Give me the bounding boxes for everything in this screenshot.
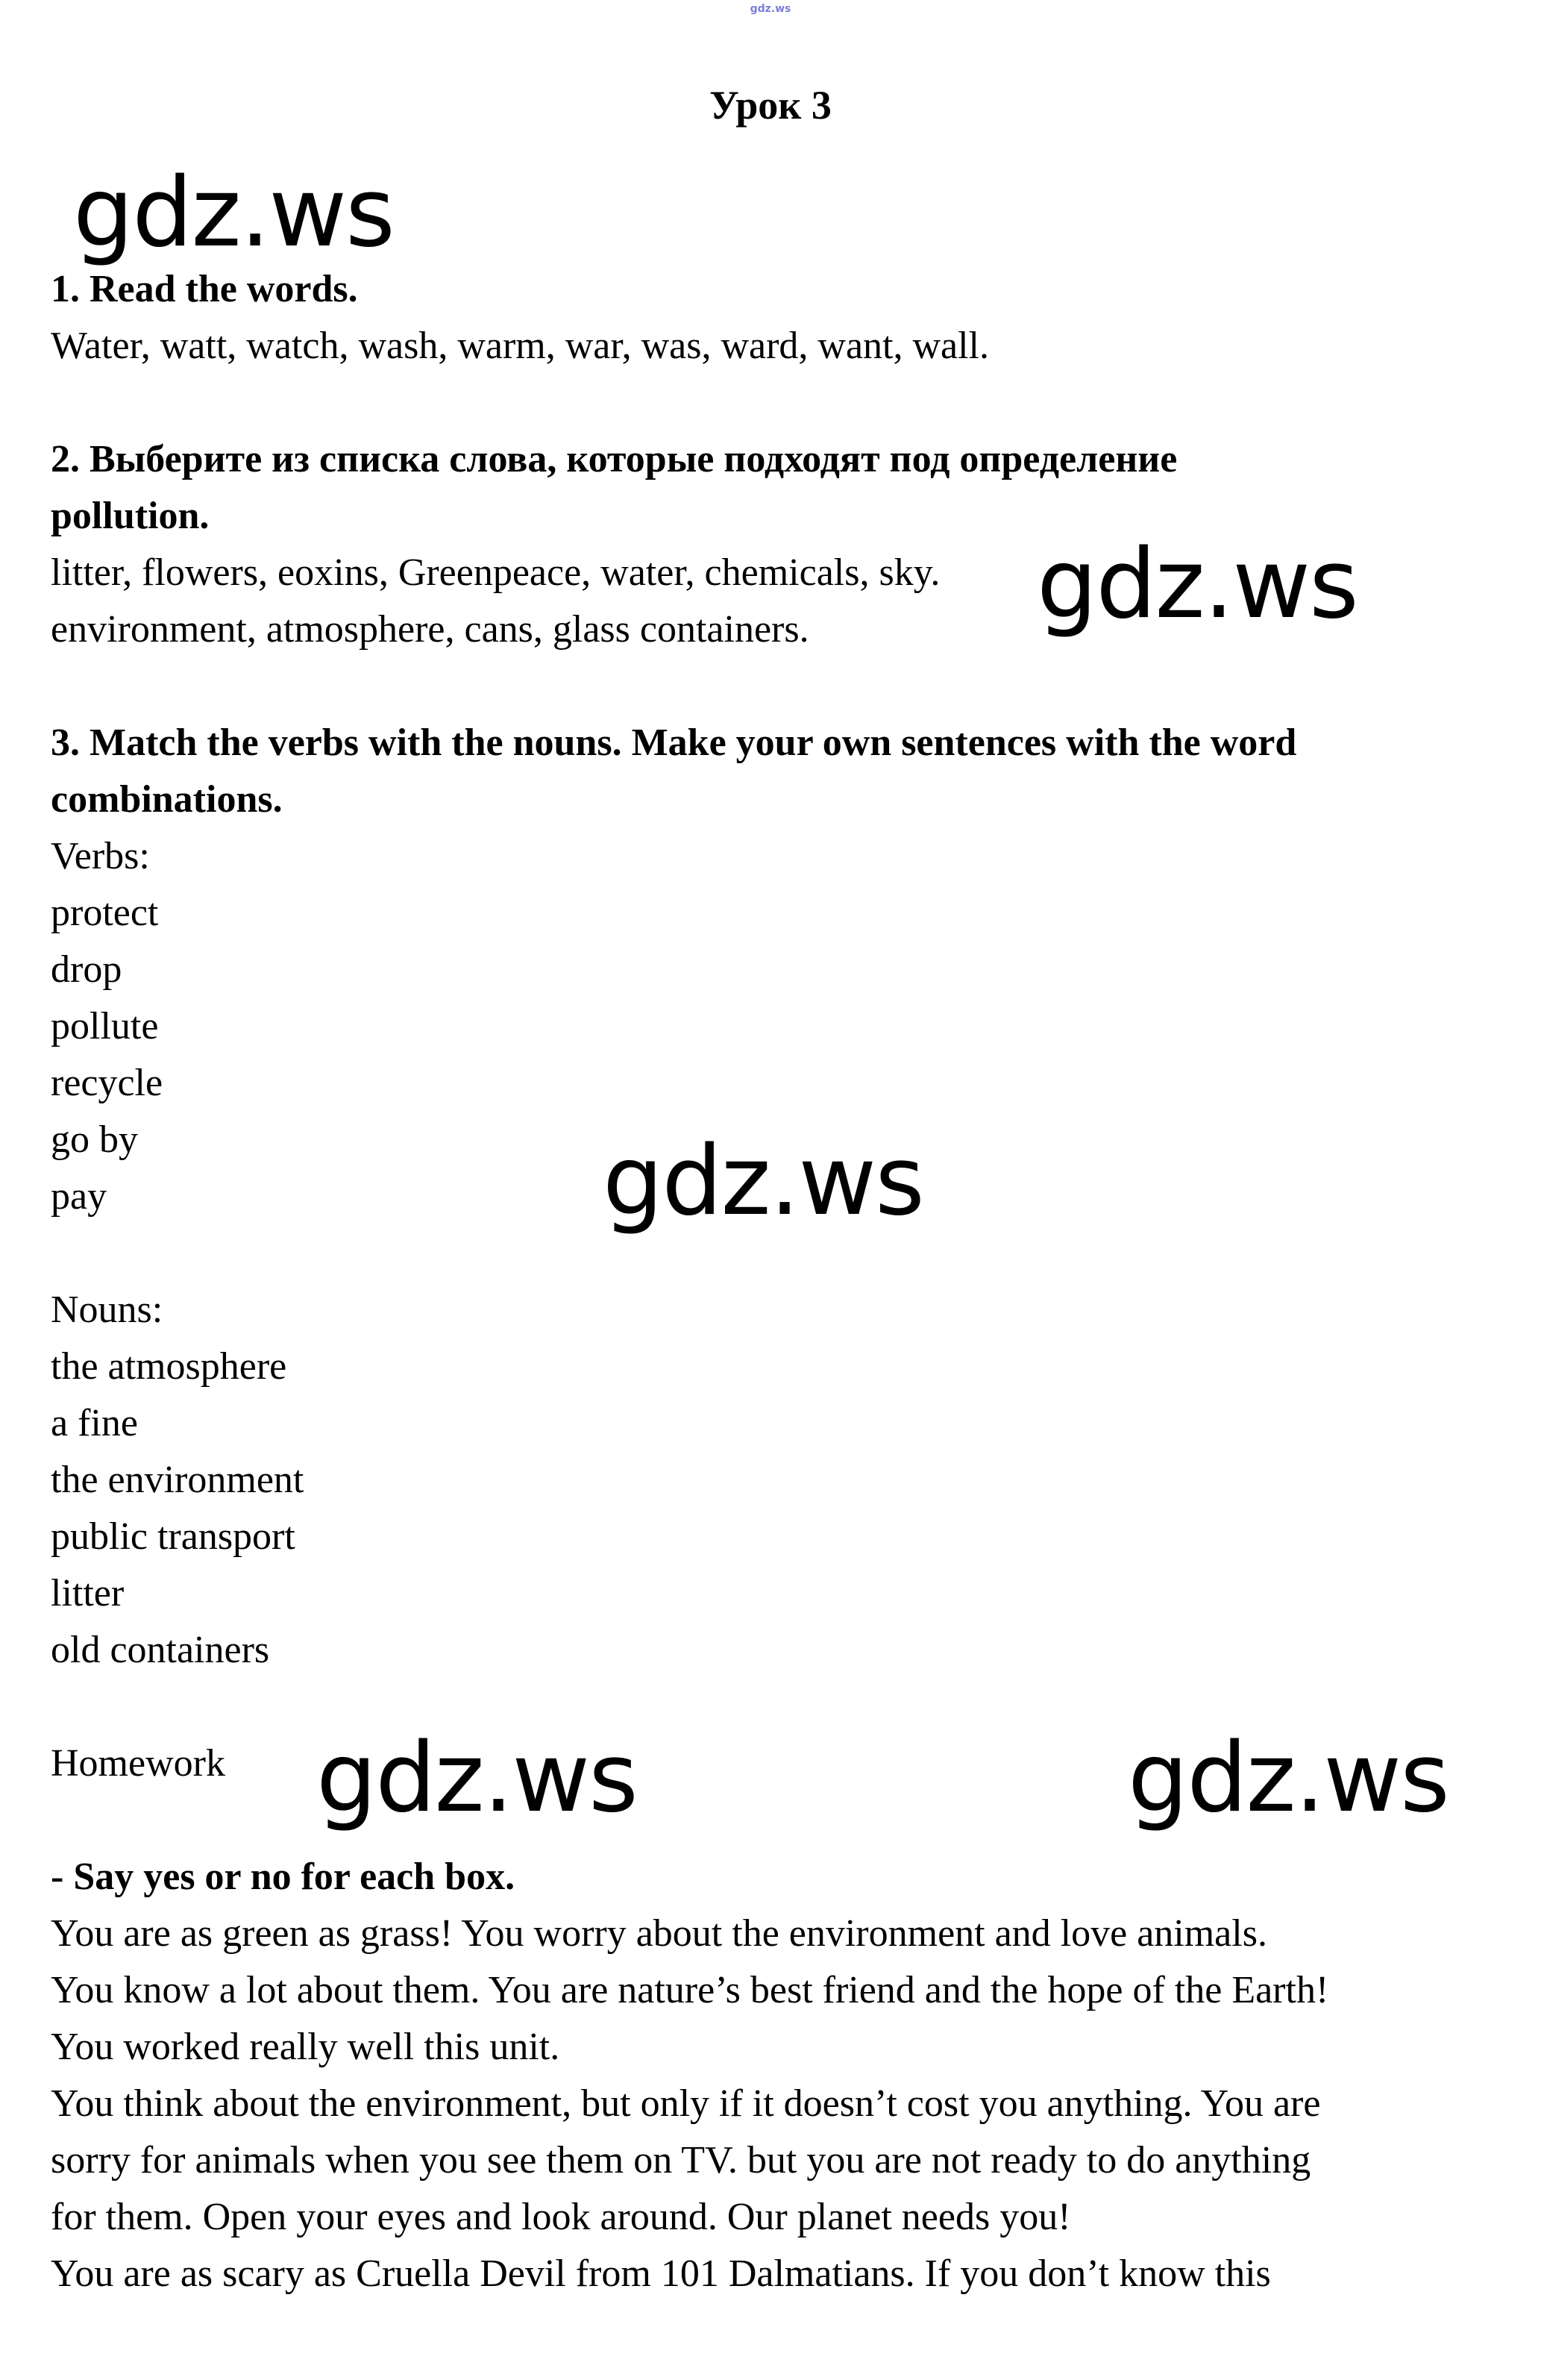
verb-item: protect: [51, 892, 159, 934]
verb-item: pay: [51, 1175, 107, 1218]
nouns-label: Nouns:: [51, 1288, 163, 1331]
exercise-2-text-line-2: environment, atmosphere, cans, glass containers.: [51, 608, 809, 651]
exercise-1-heading: 1. Read the words.: [51, 268, 358, 310]
exercise-2-heading-line-1: 2. Выберите из списка слова, которые подходят под определение: [51, 438, 1178, 480]
verb-item: drop: [51, 948, 122, 991]
verb-item: recycle: [51, 1062, 163, 1104]
watermark: gdz.ws: [603, 1126, 923, 1237]
exercise-1-text: Water, watt, watch, wash, warm, war, was, ward, want, wall.: [51, 325, 990, 367]
noun-item: the atmosphere: [51, 1345, 287, 1388]
verb-item: pollute: [51, 1005, 159, 1047]
homework-line: You think about the environment, but only if it doesn’t cost you anything. You are: [51, 2082, 1321, 2125]
noun-item: the environment: [51, 1459, 304, 1501]
noun-item: litter: [51, 1572, 125, 1615]
homework-line: for them. Open your eyes and look around. Our planet needs you!: [51, 2196, 1071, 2238]
exercise-2-text-line-1: litter, flowers, eoxins, Greenpeace, water, chemicals, sky.: [51, 551, 941, 594]
page-title: Урок 3: [709, 83, 832, 128]
noun-item: a fine: [51, 1402, 138, 1444]
homework-label: Homework: [51, 1742, 225, 1785]
verb-item: go by: [51, 1118, 138, 1161]
homework-line: You worked really well this unit.: [51, 2026, 560, 2068]
homework-instruction: - Say yes or no for each box.: [51, 1856, 515, 1898]
homework-line: sorry for animals when you see them on TV. but you are not ready to do anything: [51, 2139, 1311, 2182]
homework-line: You are as green as grass! You worry about the environment and love animals.: [51, 1912, 1267, 1955]
watermark: gdz.ws: [1037, 529, 1358, 640]
exercise-3-heading-line-1: 3. Match the verbs with the nouns. Make your own sentences with the word: [51, 721, 1297, 764]
verbs-label: Verbs:: [51, 835, 150, 877]
watermark: gdz.ws: [316, 1723, 637, 1834]
watermark: gdz.ws: [73, 157, 394, 269]
noun-item: old containers: [51, 1629, 270, 1671]
homework-line: You are as scary as Cruella Devil from 101 Dalmatians. If you don’t know this: [51, 2252, 1271, 2295]
exercise-3-heading-line-2: combinations.: [51, 778, 283, 821]
watermark: gdz.ws: [1128, 1723, 1449, 1834]
homework-line: You know a lot about them. You are nature’s best friend and the hope of the Earth!: [51, 1969, 1329, 2011]
noun-item: public transport: [51, 1515, 295, 1558]
exercise-2-heading-line-2: pollution.: [51, 495, 210, 537]
top-watermark-small: gdz.ws: [750, 3, 791, 15]
